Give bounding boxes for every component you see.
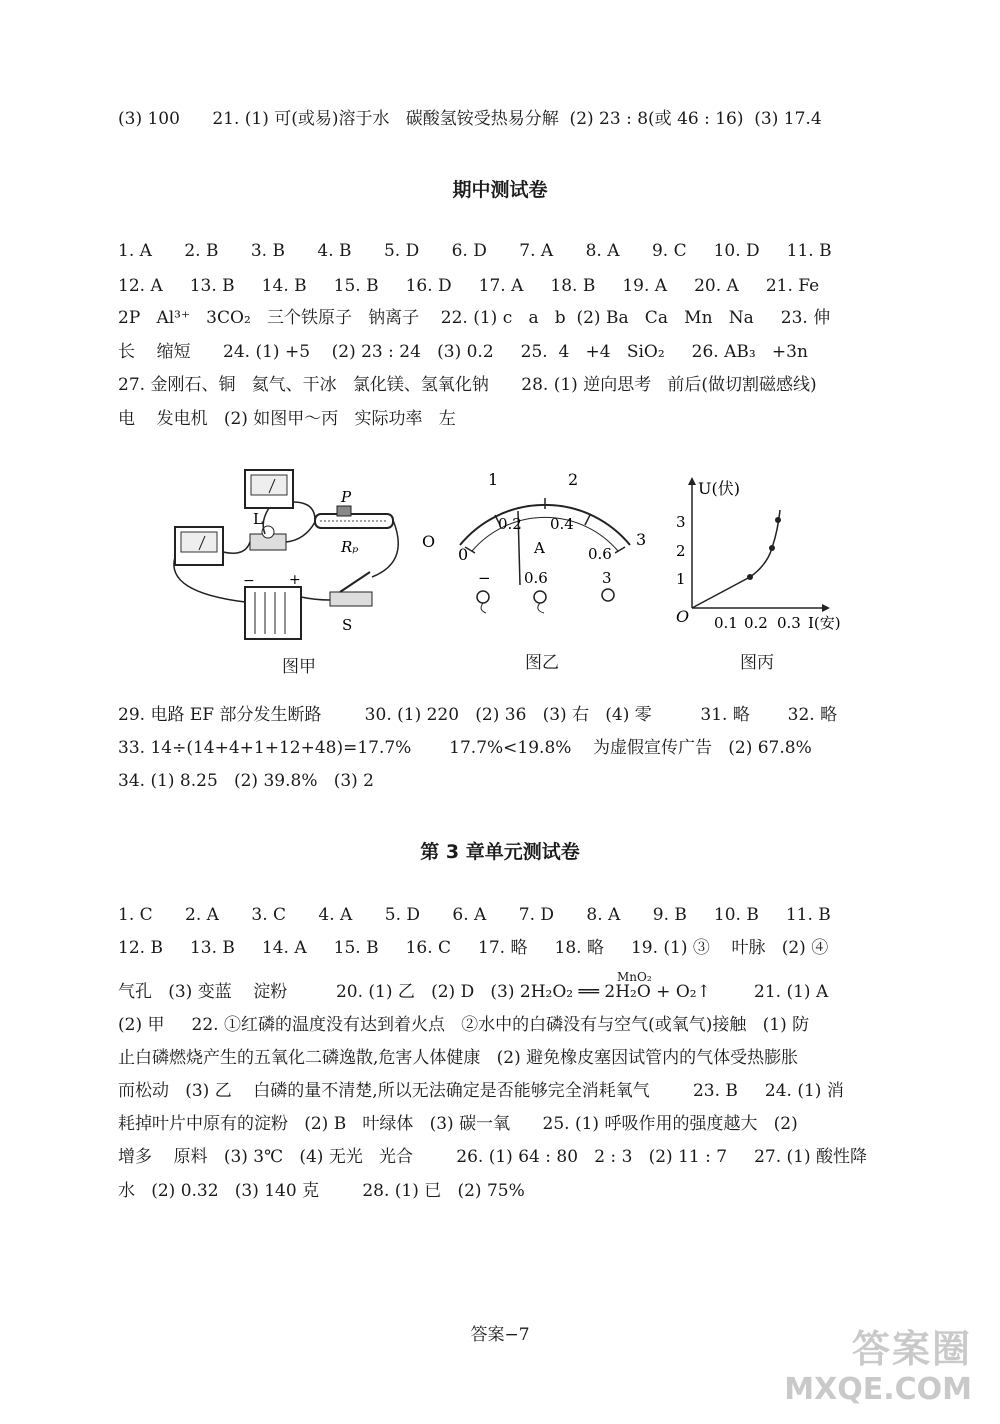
answer-line: 气孔 (3) 变蓝 淀粉 20. (1) 乙 (2) D (3) 2H₂O₂ ══ 2H₂O + O₂↑ 21. (1) A <box>118 982 829 1002</box>
ytick: 3 <box>676 513 686 531</box>
lamp-label: L <box>253 510 263 528</box>
answer-line: 1. C 2. A 3. C 4. A 5. D 6. A 7. D 8. A 9. B 10. B 11. B <box>118 905 831 925</box>
answer-line: 长 缩短 24. (1) +5 (2) 23 : 24 (3) 0.2 25. 4 +4 SiO₂ 26. AB₃ +3n <box>118 342 808 362</box>
figure-label-bing: 图丙 <box>740 653 774 673</box>
answer-line: 电 发电机 (2) 如图甲～丙 实际功率 左 <box>118 409 456 429</box>
dial-zero-label: O <box>422 532 436 551</box>
dial-bottom-label: 0.4 <box>550 515 574 533</box>
terminal-label: − <box>478 569 491 587</box>
figure-jia-circuit <box>165 462 415 647</box>
xtick: 0.3 <box>777 614 801 632</box>
terminal-label: 0.6 <box>524 569 548 587</box>
ytick: 2 <box>676 542 686 560</box>
figure-label-jia: 图甲 <box>282 657 316 677</box>
answer-line: 1. A 2. B 3. B 4. B 5. D 6. D 7. A 8. A 9. C 10. D 11. B <box>118 241 832 261</box>
ytick: 1 <box>676 570 686 588</box>
watermark-url: MXQE.COM <box>784 1372 972 1407</box>
xtick: 0.2 <box>744 614 768 632</box>
slider-label: P <box>341 488 352 506</box>
answer-line: 水 (2) 0.32 (3) 140 克 28. (1) 已 (2) 75% <box>118 1181 525 1201</box>
dial-unit-label: A <box>534 539 545 557</box>
battery-minus: − <box>243 573 255 589</box>
answer-line: 27. 金刚石、铜 氦气、干冰 氯化镁、氢氧化钠 28. (1) 逆向思考 前后(做切割磁感线) <box>118 375 817 395</box>
answer-line: 12. B 13. B 14. A 15. B 16. C 17. 略 18. 略 19. (1) ③ 叶脉 (2) ④ <box>118 938 829 958</box>
catalyst-label: MnO₂ <box>617 970 652 984</box>
xtick: 0.1 <box>714 614 738 632</box>
switch-label: S <box>342 616 353 634</box>
answer-line: 33. 14÷(14+4+1+12+48)=17.7% 17.7%<19.8% 为虚假宣传广告 (2) 67.8% <box>118 738 812 758</box>
dial-bottom-zero: 0 <box>458 545 469 564</box>
figure-label-yi: 图乙 <box>525 653 559 673</box>
answer-line: 2P Al³⁺ 3CO₂ 三个铁原子 钠离子 22. (1) c a b (2) Ba Ca Mn Na 23. 伸 <box>118 308 831 328</box>
answer-line: 而松动 (3) 乙 白磷的量不清楚,所以无法确定是否能够完全消耗氧气 23. B 24. (1) 消 <box>118 1081 844 1101</box>
dial-end-label: 3 <box>636 530 647 549</box>
page-number: 答案−7 <box>470 1325 530 1345</box>
answer-line: 增多 原料 (3) 3℃ (4) 无光 光合 26. (1) 64 : 80 2 : 3 (2) 11 : 7 27. (1) 酸性降 <box>118 1147 868 1167</box>
axis-ylabel: U(伏) <box>698 479 740 498</box>
axis-xlabel: I(安) <box>808 614 841 632</box>
dial-top-label: 1 <box>488 470 499 489</box>
answer-line: 34. (1) 8.25 (2) 39.8% (3) 2 <box>118 771 374 791</box>
dial-bottom-label: 0.6 <box>588 545 612 563</box>
figure-bing-ui-curve <box>672 470 842 640</box>
figure-yi-ammeter-dial <box>420 465 660 640</box>
answer-line: 止白磷燃烧产生的五氧化二磷逸散,危害人体健康 (2) 避免橡皮塞因试管内的气体受热膨胀 <box>118 1048 799 1068</box>
battery-plus: + <box>289 572 301 588</box>
terminal-label: 3 <box>602 569 612 587</box>
answer-line: 29. 电路 EF 部分发生断路 30. (1) 220 (2) 36 (3) 右 (4) 零 31. 略 32. 略 <box>118 705 838 725</box>
watermark-logo: 答案圈 <box>851 1327 972 1371</box>
axis-origin: O <box>676 607 690 626</box>
dial-top-label: 2 <box>568 470 579 489</box>
section-title-chapter3: 第 3 章单元测试卷 <box>420 841 580 863</box>
answer-line: (2) 甲 22. ①红磷的温度没有达到着火点 ②水中的白磷没有与空气(或氧气)接触 (1) 防 <box>118 1015 810 1035</box>
answer-line: 12. A 13. B 14. B 15. B 16. D 17. A 18. B 19. A 20. A 21. Fe <box>118 276 820 296</box>
dial-bottom-label: 0.2 <box>498 515 522 533</box>
answer-line-top: (3) 100 21. (1) 可(或易)溶于水 碳酸氢铵受热易分解 (2) 23 : 8(或 46 : 16) (3) 17.4 <box>118 109 822 129</box>
section-title-midterm: 期中测试卷 <box>452 179 548 201</box>
answer-line: 耗掉叶片中原有的淀粉 (2) B 叶绿体 (3) 碳一氧 25. (1) 呼吸作用的强度越大 (2) <box>118 1114 798 1134</box>
rheostat-label: Rₚ <box>341 538 359 556</box>
